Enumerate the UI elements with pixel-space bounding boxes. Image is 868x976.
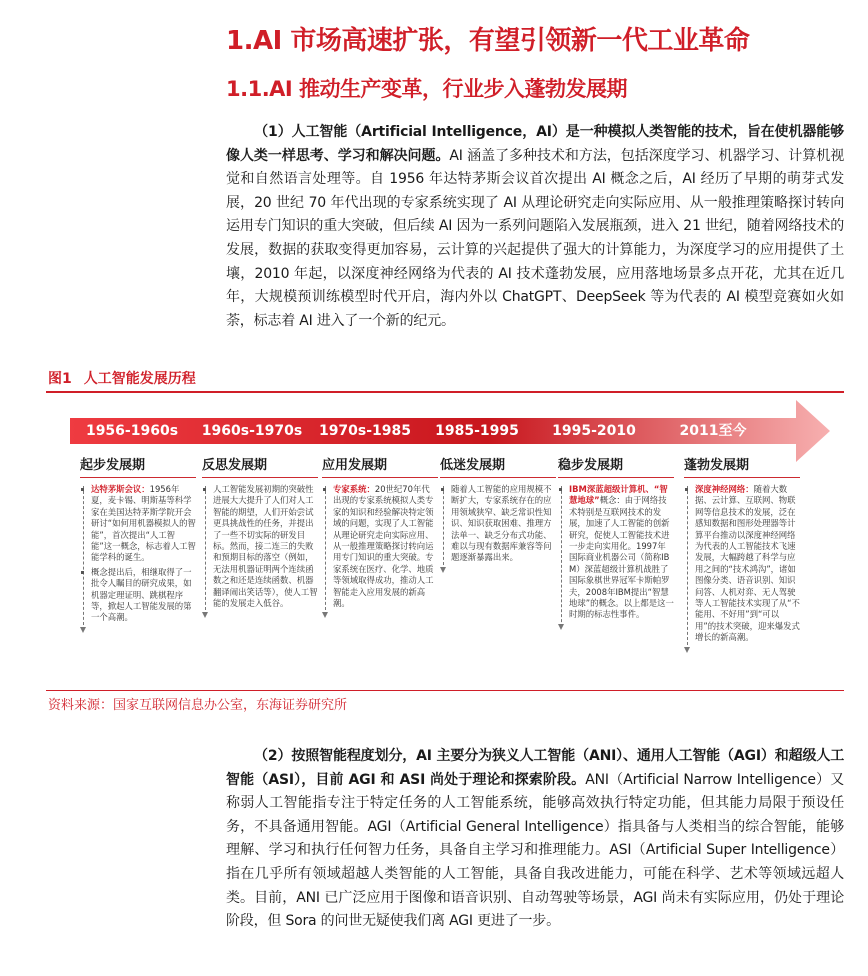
stage-bullet bbox=[91, 567, 196, 624]
stage-bullet-highlight: 深度神经网络： bbox=[695, 484, 754, 494]
stage-bullet bbox=[695, 484, 800, 644]
stage-body bbox=[80, 484, 196, 624]
stage-bullet-text: 随着大数据、云计算、互联网、物联网等信息技术的发展，泛在感知数据和图形处理器等计算平台推动以深度神经网络为代表的人工智能技术飞速发展，大幅跨越了科学与应用之间的“技术鸿沟”，诸如图像分类、语音识别、知识问答、人机对弈、无人驾驶等人工智能技术实现了从“不能用、不好用”到“可以用”的技术突破，迎来爆发式增长的新高潮。 bbox=[695, 484, 800, 643]
bullet-square-icon bbox=[203, 488, 206, 491]
timeline-era-label: 1970s-1985 bbox=[318, 423, 412, 439]
classification-paragraph bbox=[226, 745, 844, 934]
figure-caption bbox=[48, 368, 196, 388]
stage-bullet-highlight: IBM深蓝超级计算机、“智慧地球” bbox=[569, 484, 668, 506]
section-heading: 1.AI 市场高速扩张，有望引领新一代工业革命 bbox=[226, 26, 750, 56]
figure-top-rule bbox=[46, 391, 844, 393]
timeline-era-label: 1956-1960s bbox=[85, 423, 179, 439]
stage-title: 稳步发展期 bbox=[558, 455, 674, 478]
bullet-square-icon bbox=[323, 488, 326, 491]
stage-bullet-text: 随着人工智能的应用规模不断扩大，专家系统存在的应用领域狭窄、缺乏常识性知识、知识获取困难、推理方法单一、缺乏分布式功能、难以与现有数据库兼容等问题逐渐暴露出来。 bbox=[451, 484, 552, 563]
classification-paragraph-body: ANI（Artificial Narrow Intelligence）又称弱人工智能指专注于特定任务的人工智能系统，能够高效执行特定功能，但其能力局限于预设任务，不具备通用智能。AGI（Artificial General Intelligence）指具备与人类相当的综合智能，能够理解、学习和执行任何智力任务，具备自主学习和推理能力。ASI（Artificial Super Intelligence）指在几乎所有领域超越人类智能的人工智能，具备自我改进能力，可能在科学、艺术等领域远超人类。目前，ANI 已广泛应用于图像和语音识别、自动驾驶等场景，AGI 尚未有实际应用，仍处于理论阶段，但 Sora 的问世无疑使我们离 AGI 更进了一步。 bbox=[226, 771, 844, 930]
intro-paragraph-body: AI 涵盖了多种技术和方法，包括深度学习、机器学习、计算机视觉和自然语言处理等。自 1956 年达特茅斯会议首次提出 AI 概念之后，AI 经历了早期的萌芽式发展，20 世纪 70 年代出现的专家系统实现了 AI 从理论研究走向实际应用、从一般推理策略探讨转向运用专门知识的重大突破，但后续 AI 因为一系列问题陷入发展瓶颈，进入 21 世纪，随着网络技术的发展，数据的获取变得更加容易，云计算的兴起提供了强大的计算能力，为深度学习的应用提供了土壤，2010 年起，以深度神经网络为代表的 AI 技术蓬勃发展，应用落地场景多点开花，尤其在近几年，大规模预训练模型时代开启，海内外以 ChatGPT、DeepSeek 等为代表的 AI 模型竞赛如火如荼，标志着 AI 进入了一个新的纪元。 bbox=[226, 147, 844, 329]
stage-bullet bbox=[569, 484, 674, 621]
subsection-heading: 1.1.AI 推动生产变革，行业步入蓬勃发展期 bbox=[226, 77, 628, 101]
bullet-square-icon bbox=[559, 488, 562, 491]
figure-bottom-rule bbox=[46, 690, 844, 691]
figure-source: 资料来源：国家互联网信息办公室，东海证券研究所 bbox=[48, 698, 348, 713]
stage-bullet-text: 人工智能发展初期的突破性进展大大提升了人们对人工智能的期望，人们开始尝试更具挑战性的任务，并提出了一些不切实际的研发目标。然而，接二连三的失败和预期目标的落空（例如，无法用机器证明两个连续函数之和还是连续函数、机器翻译闹出笑话等），使人工智能的发展走入低谷。 bbox=[213, 484, 318, 609]
stage-bullet-text: 1956年夏，麦卡锡、明斯基等科学家在美国达特茅斯学院开会研讨“如何用机器模拟人的智能”，首次提出“人工智能”这一概念，标志着人工智能学科的诞生。 bbox=[91, 484, 196, 563]
timeline-stage-column bbox=[80, 455, 196, 627]
timeline-dashed-arrow-icon bbox=[443, 486, 444, 570]
timeline-stage-column bbox=[684, 455, 800, 647]
bullet-square-icon bbox=[685, 488, 688, 491]
bullet-square-icon bbox=[441, 488, 444, 491]
intro-paragraph-lead: （1）人工智能（Artificial Intelligence，AI）是一种模拟人类智能的技术，旨在使机器能够像人类一样思考、学习和解决问题。 bbox=[226, 124, 844, 164]
stage-body bbox=[322, 484, 438, 609]
bullet-square-icon bbox=[81, 571, 84, 574]
timeline-dashed-arrow-icon bbox=[687, 486, 688, 650]
stage-bullet bbox=[91, 484, 196, 564]
stage-body bbox=[202, 484, 318, 609]
figure-title: 人工智能发展历程 bbox=[83, 371, 196, 387]
stage-body bbox=[440, 484, 556, 564]
intro-paragraph bbox=[226, 121, 844, 333]
stage-bullet bbox=[333, 484, 438, 609]
timeline-dashed-arrow-icon bbox=[325, 486, 326, 615]
timeline-dashed-arrow-icon bbox=[205, 486, 206, 615]
timeline-stage-column bbox=[322, 455, 438, 612]
timeline-era-label: 2011至今 bbox=[679, 423, 747, 439]
stage-bullet-text: 20世纪70年代出现的专家系统模拟人类专家的知识和经验解决特定领域的问题，实现了人工智能从理论研究走向实际应用、从一般推理策略探讨转向运用专门知识的重大突破。专家系统在医疗、化学、地质等领域取得成功，推动人工智能走入应用发展的新高潮。 bbox=[333, 484, 434, 609]
timeline-stage-column bbox=[558, 455, 674, 624]
stage-bullet-text: 概念提出后，相继取得了一批令人瞩目的研究成果，如机器定理证明、跳棋程序等，掀起人工智能发展的第一个高潮。 bbox=[91, 566, 192, 623]
timeline-era-label: 1985-1995 bbox=[435, 423, 519, 439]
stage-title: 反思发展期 bbox=[202, 455, 318, 478]
stage-body bbox=[558, 484, 674, 621]
timeline-dashed-arrow-icon bbox=[561, 486, 562, 627]
timeline-stage-column bbox=[202, 455, 318, 612]
timeline-dashed-arrow-icon bbox=[83, 486, 84, 630]
classification-paragraph-lead: （2）按照智能程度划分，AI 主要分为狭义人工智能（ANI）、通用人工智能（AGI）和超级人工智能（ASI），目前 AGI 和 ASI 尚处于理论和探索阶段。 bbox=[226, 748, 844, 788]
stage-bullet bbox=[213, 484, 318, 609]
stage-title: 低迷发展期 bbox=[440, 455, 556, 478]
stage-bullet-text: 概念：由于网络技术特别是互联网技术的发展，加速了人工智能的创新研究，促使人工智能技术进一步走向实用化。1997年国际商业机器公司（简称IBM）深蓝超级计算机战胜了国际象棋世界冠军卡斯帕罗夫，2008年IBM提出“智慧地球”的概念。以上都是这一时期的标志性事件。 bbox=[569, 495, 674, 620]
stage-bullet bbox=[451, 484, 556, 564]
stage-title: 起步发展期 bbox=[80, 455, 196, 478]
stage-title: 蓬勃发展期 bbox=[684, 455, 800, 478]
timeline-era-label: 1995-2010 bbox=[552, 423, 636, 439]
bullet-square-icon bbox=[81, 488, 84, 491]
timeline-era-label: 1960s-1970s bbox=[201, 423, 303, 439]
timeline-stage-column bbox=[440, 455, 556, 567]
stage-bullet-highlight: 专家系统： bbox=[333, 484, 375, 494]
stage-bullet-highlight: 达特茅斯会议： bbox=[91, 484, 150, 494]
stage-body bbox=[684, 484, 800, 644]
figure-number: 图1 bbox=[48, 371, 72, 387]
stage-title: 应用发展期 bbox=[322, 455, 438, 478]
